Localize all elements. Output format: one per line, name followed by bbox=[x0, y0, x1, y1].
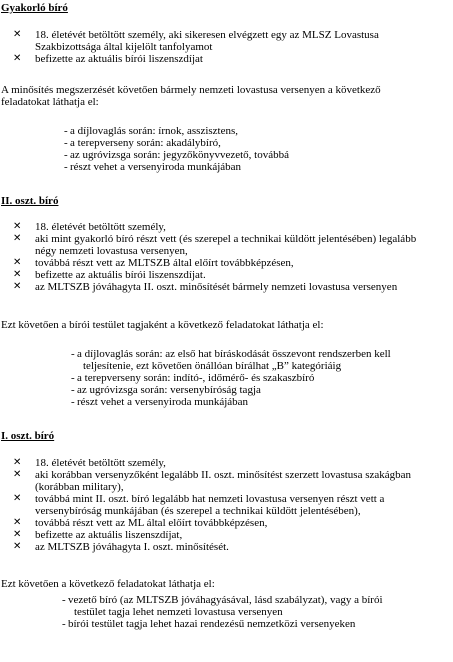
list-item: ✕ az MLTSZB jóváhagyta II. oszt. minősítését bármely nemzeti lovastusa versenyen bbox=[13, 281, 398, 293]
requirements-list-gyakorlo bbox=[13, 29, 453, 65]
x-bullet-icon: ✕ bbox=[13, 29, 22, 40]
x-bullet-icon: ✕ bbox=[13, 53, 22, 64]
list-item: - a díjlovaglás során: írnok, asszisztens, bbox=[64, 125, 239, 137]
x-bullet-icon: ✕ bbox=[13, 541, 22, 552]
list-item: ✕ 18. életévét betöltött személy, aki sikeresen elvégzett egy az MLSZ Lovastusa Szakbizottsága által kijelölt tanfolyamot bbox=[13, 29, 379, 53]
list-item: - vezető bíró (az MLTSZB jóváhagyásával, lásd szabályzat), vagy a bírói testület tagja lehet nemzeti lovastusa versenyen bbox=[62, 594, 383, 618]
list-item: - bírói testület tagja lehet hazai rendezésű nemzetközi versenyeken bbox=[62, 618, 356, 630]
section-title-i: I. oszt. bíró bbox=[1, 430, 55, 442]
list-item: ✕ 18. életévét betöltött személy, bbox=[13, 457, 166, 469]
x-bullet-icon: ✕ bbox=[13, 529, 22, 540]
list-item: - a díjlovaglás során: az első hat bíráskodását összevont rendszerben kell teljesítenie, ezt követően önállóan bírálhat „B” kategóriáig bbox=[71, 348, 391, 372]
x-bullet-icon: ✕ bbox=[13, 269, 22, 280]
list-item: - a terepverseny során: indító-, időmérő- és szakaszbíró bbox=[71, 372, 315, 384]
list-item: ✕ az MLTSZB jóváhagyta I. oszt. minősítését. bbox=[13, 541, 229, 553]
x-bullet-icon: ✕ bbox=[13, 457, 22, 468]
x-bullet-icon: ✕ bbox=[13, 281, 22, 292]
intro-text-ii: Ezt követően a bírói testület tagjaként a következő feladatokat láthatja el: bbox=[1, 319, 324, 331]
list-item: ✕ aki mint gyakorló bíró részt vett (és szerepel a technikai küldött jelentésében) legalább négy nemzeti lovastusa versenyen, bbox=[13, 233, 417, 257]
x-bullet-icon: ✕ bbox=[13, 221, 22, 232]
requirements-list-i bbox=[13, 457, 453, 553]
x-bullet-icon: ✕ bbox=[13, 517, 22, 528]
list-item: - az ugróvizsga során: versenybíróság tagja bbox=[71, 384, 261, 396]
list-item: - részt vehet a versenyiroda munkájában bbox=[71, 396, 249, 408]
list-item: ✕ befizette az aktuális liszenszdíjat, bbox=[13, 529, 183, 541]
duties-list-ii bbox=[71, 348, 391, 408]
duties-list-i bbox=[62, 594, 383, 630]
list-item: ✕ továbbá mint II. oszt. bíró legalább hat nemzeti lovastusa versenyen részt vett a versenybíróság munkájában (és szerepel a technikai küldött jelentésében), bbox=[13, 493, 385, 517]
list-item: - részt vehet a versenyiroda munkájában bbox=[64, 161, 242, 173]
list-item: - az ugróvizsga során: jegyzőkönyvvezető, továbbá bbox=[64, 149, 290, 161]
x-bullet-icon: ✕ bbox=[13, 493, 22, 504]
duties-list-gyakorlo bbox=[64, 125, 289, 173]
list-item: ✕ továbbá részt vett az MLTSZB által előírt továbbképzésen, bbox=[13, 257, 294, 269]
x-bullet-icon: ✕ bbox=[13, 469, 22, 480]
requirements-list-ii bbox=[13, 221, 453, 293]
section-title-gyakorlo: Gyakorló bíró bbox=[1, 2, 68, 14]
section-title-ii: II. oszt. bíró bbox=[1, 195, 59, 207]
list-item: ✕ befizette az aktuális bírói liszenszdíjat bbox=[13, 53, 203, 65]
x-bullet-icon: ✕ bbox=[13, 233, 22, 244]
intro-text-i: Ezt követően a következő feladatokat láthatja el: bbox=[1, 578, 215, 590]
intro-text-gyakorlo: A minősítés megszerzését követően bármely nemzeti lovastusa versenyen a következő feladatokat láthatja el: bbox=[1, 84, 381, 108]
list-item: - a terepverseny során: akadálybíró, bbox=[64, 137, 221, 149]
list-item: ✕ továbbá részt vett az ML által előírt továbbképzésen, bbox=[13, 517, 268, 529]
list-item: ✕ aki korábban versenyzőként legalább II. oszt. minősítést szerzett lovastusa szakágban (korábban military), bbox=[13, 469, 412, 493]
x-bullet-icon: ✕ bbox=[13, 257, 22, 268]
list-item: ✕ befizette az aktuális bírói liszenszdíjat. bbox=[13, 269, 206, 281]
list-item: ✕ 18. életévét betöltött személy, bbox=[13, 221, 166, 233]
